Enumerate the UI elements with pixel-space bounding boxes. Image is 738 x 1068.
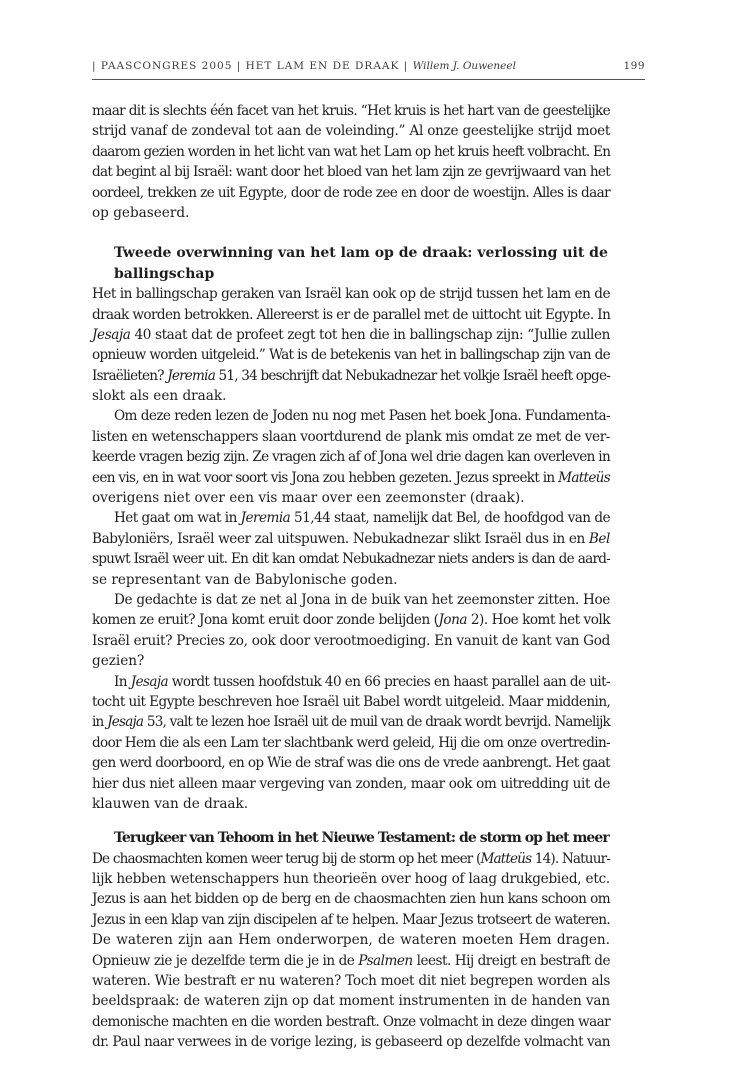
heading-line: Terugkeer van Tehoom in het Nieuwe Testament: de storm op het meer [114, 830, 609, 847]
text-line: Israëlieten? Jeremia 51, 34 beschrijft dat Nebukadnezar het volkje Israël heeft opge- [92, 367, 610, 384]
text-line: spuwt Israël weer uit. En dit kan omdat Nebukadnezar niets anders is dan de aard- [92, 551, 610, 568]
text-line: beeldspraak: de wateren zijn op dat moment instrumenten in de handen van [92, 993, 610, 1010]
book-reference: Psalmen [358, 952, 413, 969]
text-line: maar dit is slechts één facet van het kruis. “Het kruis is het hart van de geestelijke [92, 103, 610, 119]
section-heading-2 [92, 828, 610, 848]
heading-line: Tweede overwinning van het lam op de draak: verlossing uit de [114, 245, 608, 262]
text-line: in Jesaja 53, valt te lezen hoe Israël uit de muil van de draak wordt bevrijd. Namelijk [92, 714, 610, 731]
text-line: gezien? [92, 653, 145, 670]
text-line: draak worden betrokken. Allereerst is er de parallel met de uittocht uit Egypte. In [92, 306, 611, 323]
page-body [92, 101, 610, 1053]
spacer [92, 814, 610, 828]
running-header [92, 60, 645, 76]
text-line: De chaosmachten komen weer terug bij de storm op het meer (Matteüs 14). Natuur- [92, 850, 610, 867]
text-line: gen werd doorboord, en op Wie de straf was die ons de vrede aanbrengt. Het gaat [92, 755, 610, 772]
paragraph-7 [92, 849, 610, 1053]
text-line: overigens niet over een vis maar over een zeemonster (draak). [92, 490, 525, 507]
text-line: dr. Paul naar verwees in de vorige lezing, is gebaseerd op dezelfde volmacht van [92, 1034, 610, 1051]
paragraph-4 [92, 508, 610, 590]
text-line: daarom gezien worden in het licht van wat het Lam op het kruis heeft volbracht. En [92, 143, 611, 160]
book-reference: Matteüs [558, 469, 610, 486]
text-line: De gedachte is dat ze net al Jona in de buik van het zeemonster zitten. Hoe [114, 591, 610, 608]
text-line: hier dus niet alleen maar vergeving van zonden, maar ook om uitredding uit de [92, 775, 610, 792]
text-line: Jesaja 40 staat dat de profeet zegt tot hen die in ballingschap zijn: “Jullie zullen [92, 326, 610, 343]
book-reference: Jeremia [240, 510, 291, 527]
text-line: een vis, en in wat voor soort vis Jona zou hebben gezeten. Jezus spreekt in Matteüs [92, 469, 610, 486]
text-line: slokt als een draak. [92, 388, 227, 405]
header-left [92, 60, 516, 72]
text-line: In Jesaja wordt tussen hoofdstuk 40 en 66 precies en haast parallel aan de uit- [114, 673, 610, 690]
paragraph-5 [92, 590, 610, 672]
text-line: wateren. Wie bestraft er nu wateren? Toch moet dit niet begrepen worden als [92, 973, 610, 990]
text-line: listen en wetenschappers slaan voortdurend de plank mis omdat ze met de ver- [92, 428, 610, 445]
paragraph-1 [92, 101, 610, 223]
text-line: tocht uit Egypte beschreven hoe Israël uit Babel wordt uitgeleid. Maar middenin, [92, 693, 611, 710]
text-line: oordeel, trekken ze uit Egypte, door de rode zee en door de woestijn. Alles is daar [92, 184, 610, 201]
text-line: keerde vragen bezig zijn. Ze vragen zich af of Jona wel drie dagen kan overleven in [92, 449, 610, 466]
book-reference: Jesaja [130, 673, 169, 690]
text-line: Om deze reden lezen de Joden nu nog met Pasen het boek Jona. Fundamenta- [114, 408, 610, 425]
text-line: Het in ballingschap geraken van Israël kan ook op de strijd tussen het lam en de [92, 286, 610, 303]
text-line: Israël eruit? Precies zo, ook door verootmoediging. En vanuit de kant van God [92, 632, 610, 649]
text-line: opnieuw worden uitgeleid.” Wat is de betekenis van het in ballingschap zijn van de [92, 347, 610, 364]
section-heading-1 [92, 243, 610, 284]
text-line: demonische machten en die worden bestraft. Onze volmacht in deze dingen waar [92, 1013, 610, 1030]
text-line: strijd vanaf de zondeval tot aan de voleinding.” Al onze geestelijke strijd moet [92, 123, 610, 140]
text-line: klauwen van de draak. [92, 795, 249, 812]
book-reference: Jeremia [167, 367, 215, 384]
text-line: De wateren zijn aan Hem onderworpen, de wateren moeten Hem dragen. [92, 932, 610, 949]
text-line: lijk hebben wetenschappers hun theorieën over hoog of laag drukgebied, etc. [92, 871, 610, 888]
header-conference: | PAASCONGRES 2005 | HET LAM EN DE DRAAK | [92, 60, 409, 72]
header-rule [92, 79, 645, 80]
text-line: op gebaseerd. [92, 204, 190, 221]
book-reference: Matteüs [480, 850, 532, 867]
text-line: se representant van de Babylonische goden. [92, 571, 398, 588]
text-line: Opnieuw zie je dezelfde term die je in de Psalmen leest. Hij dreigt en bestraft de [92, 952, 610, 969]
spacer [92, 223, 610, 243]
text-line: Jezus is aan het bidden op de berg en de chaosmachten zien hun kans schoon om [92, 891, 610, 908]
text-line: Het gaat om wat in Jeremia 51,44 staat, namelijk dat Bel, de hoofdgod van de [114, 510, 610, 527]
book-reference: Jesaja [107, 714, 144, 731]
text-line: Jezus in een klap van zijn discipelen af te helpen. Maar Jezus trotseert de wateren. [92, 911, 610, 928]
header-author: Willem J. Ouweneel [412, 60, 516, 72]
text-line: komen ze eruit? Jona komt eruit door zonde belijden (Jona 2). Hoe komt het volk [92, 612, 611, 629]
paragraph-6 [92, 672, 610, 815]
book-reference: Jona [438, 612, 467, 629]
book-reference: Bel [588, 530, 610, 547]
book-reference: Jesaja [92, 326, 131, 343]
text-line: Babyloniërs, Israël weer zal uitspuwen. Nebukadnezar slikt Israël dus in en Bel [92, 530, 610, 547]
page-number: 199 [623, 60, 645, 72]
paragraph-3 [92, 406, 610, 508]
paragraph-2 [92, 284, 610, 406]
heading-line: ballingschap [114, 265, 215, 282]
text-line: dat begint al bij Israël: want door het bloed van het lam zijn ze gevrijwaard van het [92, 164, 610, 181]
text-line: door Hem die als een Lam ter slachtbank werd geleid, Hij die om onze overtredin- [92, 734, 610, 751]
